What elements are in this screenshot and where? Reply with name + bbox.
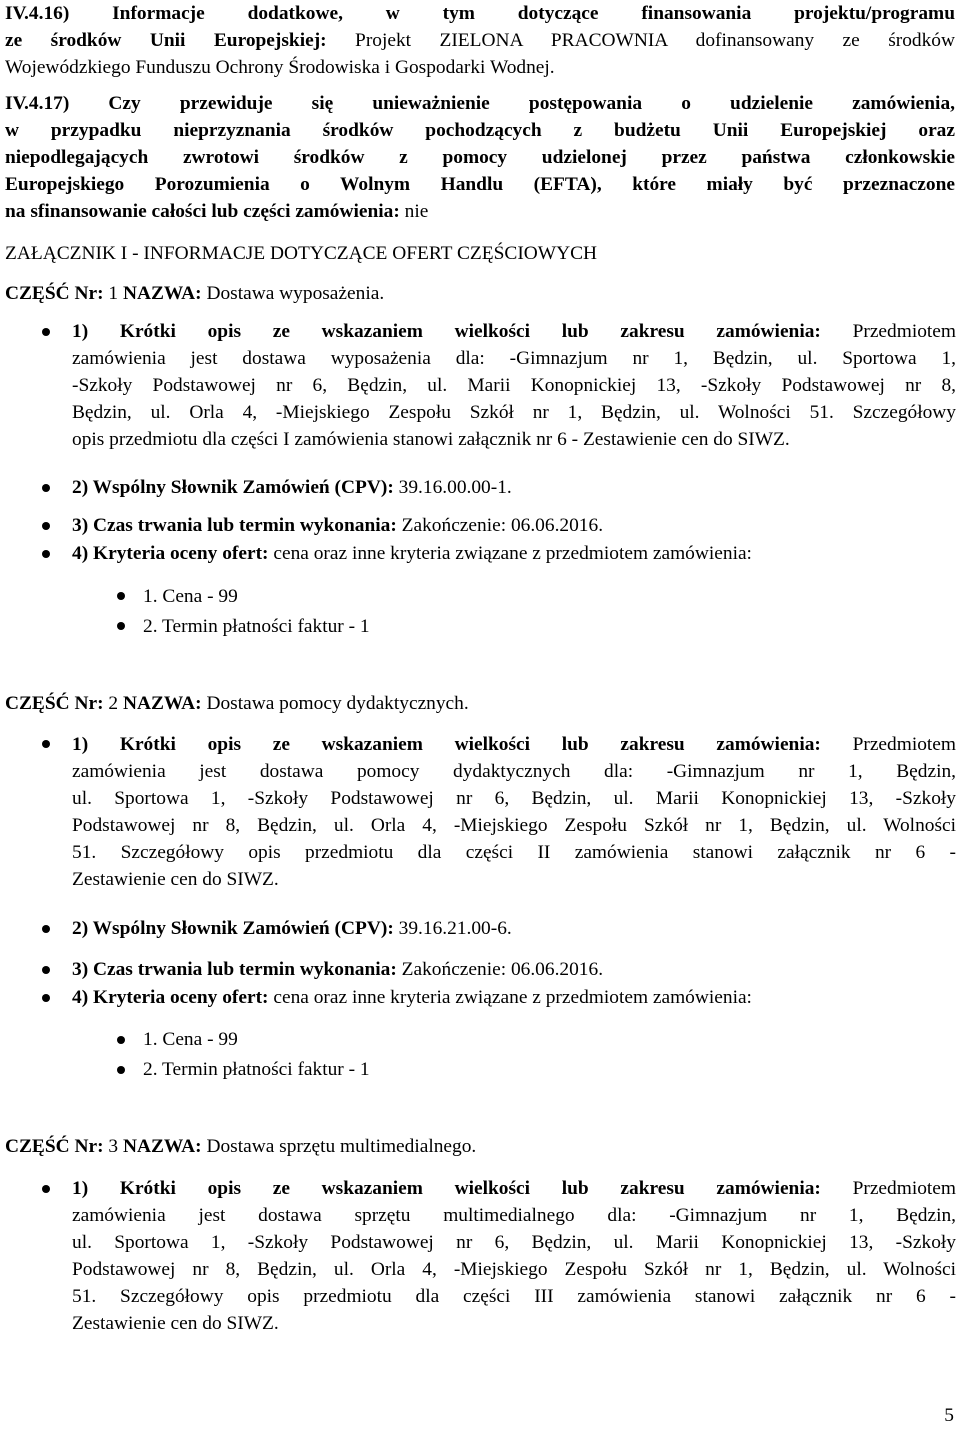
- annex-title: ZAŁĄCZNIK I - INFORMACJE DOTYCZĄCE OFERT CZĘŚCIOWYCH: [5, 243, 598, 264]
- part-3-desc-line-6: Zestawienie cen do SIWZ.: [72, 1313, 279, 1334]
- part-1-criterion-2: 2. Termin płatności faktur - 1: [143, 616, 370, 637]
- part-3-number: 3: [103, 1136, 123, 1157]
- part-2-duration: [72, 956, 603, 983]
- part-1-name-label: NAZWA:: [122, 283, 202, 304]
- part-2-criteria-value: cena oraz inne kryteria związane z przedmiotem zamówienia:: [268, 987, 752, 1008]
- part-2-desc-line-5: 51. Szczegółowy opis przedmiotu dla części II zamówienia stanowi załącznik nr 6 -: [72, 842, 956, 863]
- part-3-desc-label: 1) Krótki opis ze wskazaniem wielkości lub zakresu zamówienia:: [72, 1178, 821, 1199]
- part-1-number: 1: [103, 283, 123, 304]
- part-3-desc-line-3: ul. Sportowa 1, -Szkoły Podstawowej nr 6, Będzin, ul. Marii Konopnickiej 13, -Szkoły: [72, 1232, 956, 1253]
- section-iv-4-17-answer: nie: [399, 201, 429, 222]
- part-1-criteria-value: cena oraz inne kryteria związane z przedmiotem zamówienia:: [268, 543, 752, 564]
- part-2-number: 2: [103, 693, 123, 714]
- section-iv-4-16-heading: IV.4.16) Informacje dodatkowe, w tym dotyczące finansowania projektu/programu: [5, 3, 955, 24]
- section-iv-4-16: [5, 0, 955, 81]
- part-3-heading: [5, 1133, 476, 1160]
- part-3-name-label: NAZWA:: [122, 1136, 202, 1157]
- part-1-description: [72, 318, 956, 453]
- section-iv-4-16-bold-label: ze środków Unii Europejskiej:: [5, 30, 327, 51]
- bullet-icon: [117, 1066, 125, 1074]
- part-1-criterion-1: 1. Cena - 99: [143, 586, 238, 607]
- part-1-cpv-value: 39.16.00.00-1.: [393, 477, 512, 498]
- part-2-cpv-value: 39.16.21.00-6.: [393, 918, 512, 939]
- part-2-desc-text: Przedmiotem: [820, 734, 956, 755]
- section-iv-4-17-line-5: [5, 198, 955, 225]
- part-2-name: Dostawa pomocy dydaktycznych.: [201, 693, 469, 714]
- bullet-icon: [117, 592, 125, 600]
- part-2-criteria: [72, 984, 752, 1011]
- part-1-desc-line-2: zamówienia jest dostawa wyposażenia dla: -Gimnazjum nr 1, Będzin, ul. Sportowa 1,: [72, 348, 956, 369]
- part-3-desc-line-1: [72, 1175, 956, 1202]
- part-2-cpv: [72, 915, 512, 942]
- part-2-desc-label: 1) Krótki opis ze wskazaniem wielkości lub zakresu zamówienia:: [72, 734, 821, 755]
- part-2-criteria-label: 4) Kryteria oceny ofert:: [72, 987, 269, 1008]
- section-iv-4-16-text: Projekt ZIELONA PRACOWNIA dofinansowany ze środków: [326, 30, 955, 51]
- section-iv-4-16-line-2: [5, 27, 955, 54]
- part-2-desc-line-1: [72, 731, 956, 758]
- section-iv-4-17-question: na sfinansowanie całości lub części zamówienia:: [5, 201, 400, 222]
- part-1-number-label: CZĘŚĆ Nr:: [5, 283, 104, 304]
- part-3-number-label: CZĘŚĆ Nr:: [5, 1136, 104, 1157]
- part-2-duration-value: Zakończenie: 06.06.2016.: [396, 959, 604, 980]
- part-1-duration-value: Zakończenie: 06.06.2016.: [396, 515, 604, 536]
- part-1-desc-text: Przedmiotem: [820, 321, 956, 342]
- part-1-criteria: [72, 540, 752, 567]
- part-1-criteria-label: 4) Kryteria oceny ofert:: [72, 543, 269, 564]
- part-3-desc-line-5: 51. Szczegółowy opis przedmiotu dla części III zamówienia stanowi załącznik nr 6 -: [72, 1286, 956, 1307]
- part-2-desc-line-3: ul. Sportowa 1, -Szkoły Podstawowej nr 6, Będzin, ul. Marii Konopnickiej 13, -Szkoły: [72, 788, 956, 809]
- part-2-number-label: CZĘŚĆ Nr:: [5, 693, 104, 714]
- part-2-cpv-label: 2) Wspólny Słownik Zamówień (CPV):: [72, 918, 394, 939]
- section-iv-4-17-line-4: Europejskiego Porozumienia o Wolnym Handlu (EFTA), które miały być przeznaczone: [5, 174, 955, 195]
- bullet-icon: [42, 550, 50, 558]
- part-2-name-label: NAZWA:: [122, 693, 202, 714]
- bullet-icon: [42, 484, 50, 492]
- section-iv-4-17-line-3: niepodlegających zwrotowi środków z pomocy udzielonej przez państwa członkowskie: [5, 147, 955, 168]
- part-2-heading: [5, 690, 469, 717]
- bullet-icon: [42, 328, 50, 336]
- part-3-name: Dostawa sprzętu multimedialnego.: [201, 1136, 477, 1157]
- part-3-desc-line-4: Podstawowej nr 8, Będzin, ul. Orla 4, -Miejskiego Zespołu Szkół nr 1, Będzin, ul. Wolności: [72, 1259, 956, 1280]
- part-3-desc-line-2: zamówienia jest dostawa sprzętu multimedialnego dla: -Gimnazjum nr 1, Będzin,: [72, 1205, 956, 1226]
- bullet-icon: [42, 740, 50, 748]
- part-2-criterion-2: 2. Termin płatności faktur - 1: [143, 1059, 370, 1080]
- part-1-duration-label: 3) Czas trwania lub termin wykonania:: [72, 515, 397, 536]
- part-1-heading: [5, 280, 384, 307]
- part-1-cpv: [72, 474, 512, 501]
- bullet-icon: [42, 966, 50, 974]
- bullet-icon: [42, 925, 50, 933]
- part-1-desc-line-3: -Szkoły Podstawowej nr 6, Będzin, ul. Marii Konopnickiej 13, -Szkoły Podstawowej nr 8,: [72, 375, 956, 396]
- bullet-icon: [117, 1036, 125, 1044]
- part-1-desc-line-4: Będzin, ul. Orla 4, -Miejskiego Zespołu Szkół nr 1, Będzin, ul. Wolności 51. Szczegółowy: [72, 402, 956, 423]
- part-2-desc-line-2: zamówienia jest dostawa pomocy dydaktycznych dla: -Gimnazjum nr 1, Będzin,: [72, 761, 956, 782]
- section-iv-4-17-line-2: w przypadku nieprzyznania środków pochodzących z budżetu Unii Europejskiej oraz: [5, 120, 955, 141]
- part-3-desc-text: Przedmiotem: [820, 1178, 956, 1199]
- section-iv-4-17: [5, 90, 955, 225]
- section-iv-4-17-line-1: IV.4.17) Czy przewiduje się unieważnienie postępowania o udzielenie zamówienia,: [5, 93, 955, 114]
- part-1-desc-label: 1) Krótki opis ze wskazaniem wielkości lub zakresu zamówienia:: [72, 321, 821, 342]
- section-iv-4-16-line-3: Wojewódzkiego Funduszu Ochrony Środowiska i Gospodarki Wodnej.: [5, 57, 555, 78]
- part-3-description: [72, 1175, 956, 1337]
- bullet-icon: [42, 1185, 50, 1193]
- bullet-icon: [42, 994, 50, 1002]
- part-1-name: Dostawa wyposażenia.: [201, 283, 385, 304]
- part-2-criterion-1: 1. Cena - 99: [143, 1029, 238, 1050]
- part-2-description: [72, 731, 956, 893]
- part-2-desc-line-6: Zestawienie cen do SIWZ.: [72, 869, 279, 890]
- part-1-cpv-label: 2) Wspólny Słownik Zamówień (CPV):: [72, 477, 394, 498]
- bullet-icon: [42, 522, 50, 530]
- bullet-icon: [117, 622, 125, 630]
- part-2-duration-label: 3) Czas trwania lub termin wykonania:: [72, 959, 397, 980]
- part-1-duration: [72, 512, 603, 539]
- part-1-desc-line-5: opis przedmiotu dla części I zamówienia stanowi załącznik nr 6 - Zestawienie cen do SIWZ.: [72, 429, 790, 450]
- part-2-desc-line-4: Podstawowej nr 8, Będzin, ul. Orla 4, -Miejskiego Zespołu Szkół nr 1, Będzin, ul. Wolności: [72, 815, 956, 836]
- page-number: 5: [944, 1405, 954, 1426]
- part-1-desc-line-1: [72, 318, 956, 345]
